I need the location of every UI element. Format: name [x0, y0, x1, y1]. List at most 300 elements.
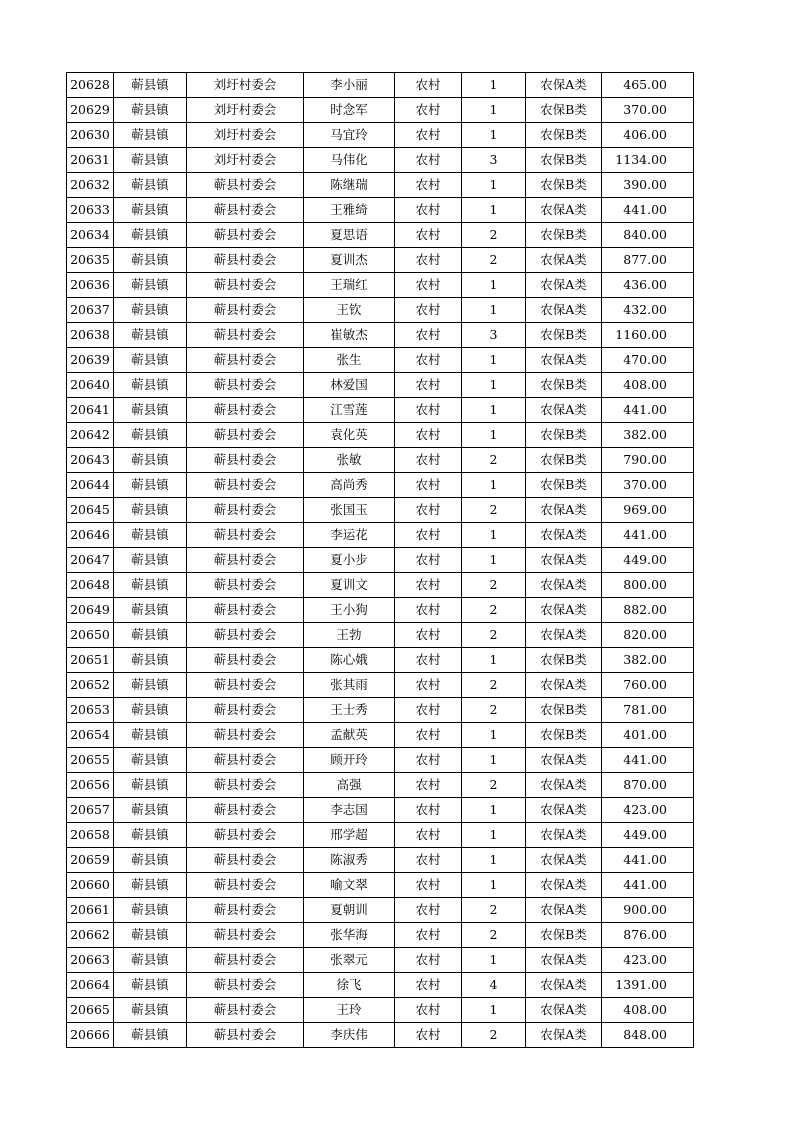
- member-count-cell: 1: [462, 423, 526, 448]
- amount-cell: 423.00: [602, 798, 694, 823]
- town-cell: 蕲县镇: [114, 148, 187, 173]
- insurance-category-cell: 农保A类: [526, 1023, 602, 1048]
- table-row: [67, 798, 694, 823]
- village-committee-cell: 蕲县村委会: [187, 998, 304, 1023]
- town-cell: 蕲县镇: [114, 923, 187, 948]
- table-row: [67, 548, 694, 573]
- town-cell: 蕲县镇: [114, 648, 187, 673]
- amount-cell: 760.00: [602, 673, 694, 698]
- person-name-cell: 崔敏杰: [304, 323, 395, 348]
- amount-cell: 382.00: [602, 423, 694, 448]
- table-row: [67, 323, 694, 348]
- insurance-category-cell: 农保B类: [526, 223, 602, 248]
- town-cell: 蕲县镇: [114, 398, 187, 423]
- insurance-category-cell: 农保B类: [526, 923, 602, 948]
- amount-cell: 408.00: [602, 373, 694, 398]
- village-committee-cell: 蕲县村委会: [187, 823, 304, 848]
- record-id-cell: 20641: [67, 398, 114, 423]
- table-row: [67, 448, 694, 473]
- town-cell: 蕲县镇: [114, 873, 187, 898]
- member-count-cell: 1: [462, 823, 526, 848]
- record-id-cell: 20629: [67, 98, 114, 123]
- household-type-cell: 农村: [395, 748, 462, 773]
- amount-cell: 423.00: [602, 948, 694, 973]
- person-name-cell: 李小丽: [304, 73, 395, 98]
- person-name-cell: 李运花: [304, 523, 395, 548]
- person-name-cell: 夏训文: [304, 573, 395, 598]
- insurance-category-cell: 农保A类: [526, 948, 602, 973]
- member-count-cell: 1: [462, 848, 526, 873]
- person-name-cell: 喻文翠: [304, 873, 395, 898]
- insurance-category-cell: 农保B类: [526, 698, 602, 723]
- insurance-category-cell: 农保B类: [526, 173, 602, 198]
- amount-cell: 781.00: [602, 698, 694, 723]
- insurance-category-cell: 农保B类: [526, 373, 602, 398]
- insurance-category-cell: 农保A类: [526, 773, 602, 798]
- table-row: [67, 198, 694, 223]
- village-committee-cell: 蕲县村委会: [187, 523, 304, 548]
- insurance-category-cell: 农保A类: [526, 823, 602, 848]
- town-cell: 蕲县镇: [114, 623, 187, 648]
- table-row: [67, 748, 694, 773]
- person-name-cell: 陈淑秀: [304, 848, 395, 873]
- town-cell: 蕲县镇: [114, 198, 187, 223]
- amount-cell: 449.00: [602, 548, 694, 573]
- record-id-cell: 20628: [67, 73, 114, 98]
- member-count-cell: 2: [462, 223, 526, 248]
- amount-cell: 840.00: [602, 223, 694, 248]
- insurance-category-cell: 农保B类: [526, 123, 602, 148]
- person-name-cell: 高尚秀: [304, 473, 395, 498]
- household-type-cell: 农村: [395, 273, 462, 298]
- person-name-cell: 陈心娥: [304, 648, 395, 673]
- household-type-cell: 农村: [395, 548, 462, 573]
- household-type-cell: 农村: [395, 498, 462, 523]
- town-cell: 蕲县镇: [114, 498, 187, 523]
- household-type-cell: 农村: [395, 223, 462, 248]
- household-type-cell: 农村: [395, 1023, 462, 1048]
- record-id-cell: 20659: [67, 848, 114, 873]
- amount-cell: 876.00: [602, 923, 694, 948]
- person-name-cell: 马宜玲: [304, 123, 395, 148]
- insurance-category-cell: 农保A类: [526, 248, 602, 273]
- person-name-cell: 王瑞红: [304, 273, 395, 298]
- village-committee-cell: 蕲县村委会: [187, 623, 304, 648]
- record-id-cell: 20664: [67, 973, 114, 998]
- record-id-cell: 20655: [67, 748, 114, 773]
- table-row: [67, 1023, 694, 1048]
- amount-cell: 1134.00: [602, 148, 694, 173]
- person-name-cell: 王小狗: [304, 598, 395, 623]
- member-count-cell: 2: [462, 573, 526, 598]
- village-committee-cell: 刘圩村委会: [187, 148, 304, 173]
- village-committee-cell: 刘圩村委会: [187, 73, 304, 98]
- insurance-category-cell: 农保B类: [526, 423, 602, 448]
- household-type-cell: 农村: [395, 973, 462, 998]
- member-count-cell: 1: [462, 98, 526, 123]
- insurance-category-cell: 农保A类: [526, 748, 602, 773]
- insurance-category-cell: 农保A类: [526, 573, 602, 598]
- record-id-cell: 20639: [67, 348, 114, 373]
- person-name-cell: 王勃: [304, 623, 395, 648]
- table-row: [67, 73, 694, 98]
- village-committee-cell: 蕲县村委会: [187, 573, 304, 598]
- town-cell: 蕲县镇: [114, 448, 187, 473]
- person-name-cell: 王钦: [304, 298, 395, 323]
- table-row: [67, 648, 694, 673]
- table-row: [67, 998, 694, 1023]
- village-committee-cell: 蕲县村委会: [187, 973, 304, 998]
- insurance-category-cell: 农保B类: [526, 448, 602, 473]
- town-cell: 蕲县镇: [114, 948, 187, 973]
- table-row: [67, 873, 694, 898]
- insurance-category-cell: 农保A类: [526, 873, 602, 898]
- village-committee-cell: 蕲县村委会: [187, 748, 304, 773]
- member-count-cell: 3: [462, 148, 526, 173]
- member-count-cell: 2: [462, 773, 526, 798]
- record-id-cell: 20633: [67, 198, 114, 223]
- town-cell: 蕲县镇: [114, 73, 187, 98]
- amount-cell: 408.00: [602, 998, 694, 1023]
- town-cell: 蕲县镇: [114, 773, 187, 798]
- town-cell: 蕲县镇: [114, 548, 187, 573]
- record-id-cell: 20658: [67, 823, 114, 848]
- member-count-cell: 1: [462, 948, 526, 973]
- household-type-cell: 农村: [395, 148, 462, 173]
- town-cell: 蕲县镇: [114, 598, 187, 623]
- record-id-cell: 20630: [67, 123, 114, 148]
- town-cell: 蕲县镇: [114, 473, 187, 498]
- amount-cell: 432.00: [602, 298, 694, 323]
- town-cell: 蕲县镇: [114, 848, 187, 873]
- record-id-cell: 20651: [67, 648, 114, 673]
- record-id-cell: 20644: [67, 473, 114, 498]
- person-name-cell: 孟献英: [304, 723, 395, 748]
- record-id-cell: 20660: [67, 873, 114, 898]
- person-name-cell: 张翠元: [304, 948, 395, 973]
- member-count-cell: 2: [462, 1023, 526, 1048]
- village-committee-cell: 蕲县村委会: [187, 648, 304, 673]
- person-name-cell: 李庆伟: [304, 1023, 395, 1048]
- village-committee-cell: 蕲县村委会: [187, 473, 304, 498]
- insurance-category-cell: 农保A类: [526, 498, 602, 523]
- record-table-body: [67, 73, 694, 1048]
- insurance-category-cell: 农保A类: [526, 348, 602, 373]
- village-committee-cell: 蕲县村委会: [187, 923, 304, 948]
- amount-cell: 790.00: [602, 448, 694, 473]
- table-row: [67, 673, 694, 698]
- record-id-cell: 20657: [67, 798, 114, 823]
- amount-cell: 1160.00: [602, 323, 694, 348]
- table-row: [67, 723, 694, 748]
- village-committee-cell: 蕲县村委会: [187, 898, 304, 923]
- village-committee-cell: 蕲县村委会: [187, 198, 304, 223]
- amount-cell: 382.00: [602, 648, 694, 673]
- table-row: [67, 173, 694, 198]
- record-id-cell: 20631: [67, 148, 114, 173]
- member-count-cell: 1: [462, 473, 526, 498]
- person-name-cell: 张其雨: [304, 673, 395, 698]
- insurance-category-cell: 农保A类: [526, 298, 602, 323]
- insurance-category-cell: 农保A类: [526, 598, 602, 623]
- household-type-cell: 农村: [395, 898, 462, 923]
- village-committee-cell: 刘圩村委会: [187, 98, 304, 123]
- insurance-category-cell: 农保B类: [526, 648, 602, 673]
- member-count-cell: 1: [462, 73, 526, 98]
- town-cell: 蕲县镇: [114, 523, 187, 548]
- village-committee-cell: 蕲县村委会: [187, 298, 304, 323]
- village-committee-cell: 蕲县村委会: [187, 273, 304, 298]
- amount-cell: 441.00: [602, 398, 694, 423]
- person-name-cell: 王士秀: [304, 698, 395, 723]
- record-table: [66, 72, 694, 1048]
- household-type-cell: 农村: [395, 823, 462, 848]
- table-row: [67, 348, 694, 373]
- record-id-cell: 20647: [67, 548, 114, 573]
- insurance-category-cell: 农保A类: [526, 73, 602, 98]
- member-count-cell: 4: [462, 973, 526, 998]
- table-row: [67, 423, 694, 448]
- member-count-cell: 1: [462, 548, 526, 573]
- household-type-cell: 农村: [395, 648, 462, 673]
- town-cell: 蕲县镇: [114, 348, 187, 373]
- record-id-cell: 20653: [67, 698, 114, 723]
- person-name-cell: 袁化英: [304, 423, 395, 448]
- town-cell: 蕲县镇: [114, 323, 187, 348]
- household-type-cell: 农村: [395, 98, 462, 123]
- amount-cell: 800.00: [602, 573, 694, 598]
- person-name-cell: 王雅绮: [304, 198, 395, 223]
- record-id-cell: 20637: [67, 298, 114, 323]
- village-committee-cell: 蕲县村委会: [187, 548, 304, 573]
- town-cell: 蕲县镇: [114, 123, 187, 148]
- table-row: [67, 123, 694, 148]
- amount-cell: 390.00: [602, 173, 694, 198]
- household-type-cell: 农村: [395, 123, 462, 148]
- village-committee-cell: 蕲县村委会: [187, 723, 304, 748]
- insurance-category-cell: 农保A类: [526, 198, 602, 223]
- table-row: [67, 923, 694, 948]
- amount-cell: 370.00: [602, 473, 694, 498]
- amount-cell: 441.00: [602, 873, 694, 898]
- town-cell: 蕲县镇: [114, 573, 187, 598]
- table-row: [67, 248, 694, 273]
- household-type-cell: 农村: [395, 923, 462, 948]
- table-row: [67, 948, 694, 973]
- household-type-cell: 农村: [395, 773, 462, 798]
- village-committee-cell: 蕲县村委会: [187, 848, 304, 873]
- record-id-cell: 20634: [67, 223, 114, 248]
- member-count-cell: 1: [462, 723, 526, 748]
- person-name-cell: 陈继瑞: [304, 173, 395, 198]
- member-count-cell: 2: [462, 248, 526, 273]
- record-id-cell: 20638: [67, 323, 114, 348]
- record-id-cell: 20632: [67, 173, 114, 198]
- household-type-cell: 农村: [395, 348, 462, 373]
- record-id-cell: 20642: [67, 423, 114, 448]
- village-committee-cell: 蕲县村委会: [187, 1023, 304, 1048]
- table-row: [67, 598, 694, 623]
- member-count-cell: 2: [462, 598, 526, 623]
- household-type-cell: 农村: [395, 848, 462, 873]
- town-cell: 蕲县镇: [114, 1023, 187, 1048]
- person-name-cell: 夏小步: [304, 548, 395, 573]
- member-count-cell: 3: [462, 323, 526, 348]
- amount-cell: 441.00: [602, 198, 694, 223]
- amount-cell: 441.00: [602, 748, 694, 773]
- table-row: [67, 773, 694, 798]
- person-name-cell: 马伟化: [304, 148, 395, 173]
- member-count-cell: 1: [462, 273, 526, 298]
- town-cell: 蕲县镇: [114, 273, 187, 298]
- town-cell: 蕲县镇: [114, 798, 187, 823]
- amount-cell: 465.00: [602, 73, 694, 98]
- person-name-cell: 邢学超: [304, 823, 395, 848]
- member-count-cell: 2: [462, 498, 526, 523]
- table-row: [67, 473, 694, 498]
- household-type-cell: 农村: [395, 723, 462, 748]
- household-type-cell: 农村: [395, 698, 462, 723]
- member-count-cell: 2: [462, 923, 526, 948]
- village-committee-cell: 蕲县村委会: [187, 498, 304, 523]
- person-name-cell: 林爱国: [304, 373, 395, 398]
- household-type-cell: 农村: [395, 998, 462, 1023]
- record-id-cell: 20665: [67, 998, 114, 1023]
- town-cell: 蕲县镇: [114, 723, 187, 748]
- record-id-cell: 20649: [67, 598, 114, 623]
- person-name-cell: 夏朝训: [304, 898, 395, 923]
- amount-cell: 401.00: [602, 723, 694, 748]
- town-cell: 蕲县镇: [114, 698, 187, 723]
- table-row: [67, 523, 694, 548]
- record-id-cell: 20645: [67, 498, 114, 523]
- person-name-cell: 高强: [304, 773, 395, 798]
- village-committee-cell: 蕲县村委会: [187, 698, 304, 723]
- household-type-cell: 农村: [395, 523, 462, 548]
- household-type-cell: 农村: [395, 423, 462, 448]
- amount-cell: 882.00: [602, 598, 694, 623]
- table-row: [67, 623, 694, 648]
- person-name-cell: 夏思语: [304, 223, 395, 248]
- household-type-cell: 农村: [395, 798, 462, 823]
- household-type-cell: 农村: [395, 948, 462, 973]
- record-id-cell: 20646: [67, 523, 114, 548]
- record-id-cell: 20635: [67, 248, 114, 273]
- town-cell: 蕲县镇: [114, 748, 187, 773]
- person-name-cell: 时念军: [304, 98, 395, 123]
- member-count-cell: 1: [462, 748, 526, 773]
- member-count-cell: 1: [462, 298, 526, 323]
- insurance-category-cell: 农保A类: [526, 998, 602, 1023]
- village-committee-cell: 蕲县村委会: [187, 673, 304, 698]
- insurance-category-cell: 农保A类: [526, 273, 602, 298]
- household-type-cell: 农村: [395, 373, 462, 398]
- table-row: [67, 823, 694, 848]
- record-id-cell: 20666: [67, 1023, 114, 1048]
- village-committee-cell: 蕲县村委会: [187, 373, 304, 398]
- insurance-category-cell: 农保B类: [526, 98, 602, 123]
- table-row: [67, 148, 694, 173]
- village-committee-cell: 蕲县村委会: [187, 423, 304, 448]
- household-type-cell: 农村: [395, 298, 462, 323]
- town-cell: 蕲县镇: [114, 298, 187, 323]
- town-cell: 蕲县镇: [114, 823, 187, 848]
- household-type-cell: 农村: [395, 198, 462, 223]
- table-row: [67, 698, 694, 723]
- household-type-cell: 农村: [395, 323, 462, 348]
- village-committee-cell: 蕲县村委会: [187, 223, 304, 248]
- town-cell: 蕲县镇: [114, 423, 187, 448]
- insurance-category-cell: 农保B类: [526, 473, 602, 498]
- table-row: [67, 223, 694, 248]
- table-row: [67, 848, 694, 873]
- member-count-cell: 1: [462, 998, 526, 1023]
- household-type-cell: 农村: [395, 473, 462, 498]
- record-id-cell: 20662: [67, 923, 114, 948]
- record-id-cell: 20643: [67, 448, 114, 473]
- member-count-cell: 1: [462, 648, 526, 673]
- town-cell: 蕲县镇: [114, 98, 187, 123]
- town-cell: 蕲县镇: [114, 373, 187, 398]
- village-committee-cell: 蕲县村委会: [187, 448, 304, 473]
- amount-cell: 848.00: [602, 1023, 694, 1048]
- record-id-cell: 20636: [67, 273, 114, 298]
- amount-cell: 877.00: [602, 248, 694, 273]
- amount-cell: 820.00: [602, 623, 694, 648]
- household-type-cell: 农村: [395, 248, 462, 273]
- table-row: [67, 398, 694, 423]
- town-cell: 蕲县镇: [114, 973, 187, 998]
- person-name-cell: 江雪莲: [304, 398, 395, 423]
- household-type-cell: 农村: [395, 173, 462, 198]
- table-row: [67, 373, 694, 398]
- village-committee-cell: 蕲县村委会: [187, 173, 304, 198]
- household-type-cell: 农村: [395, 673, 462, 698]
- record-id-cell: 20652: [67, 673, 114, 698]
- member-count-cell: 1: [462, 398, 526, 423]
- village-committee-cell: 刘圩村委会: [187, 123, 304, 148]
- member-count-cell: 1: [462, 198, 526, 223]
- person-name-cell: 王玲: [304, 998, 395, 1023]
- insurance-category-cell: 农保B类: [526, 723, 602, 748]
- member-count-cell: 1: [462, 373, 526, 398]
- member-count-cell: 1: [462, 798, 526, 823]
- table-row: [67, 298, 694, 323]
- member-count-cell: 2: [462, 898, 526, 923]
- insurance-category-cell: 农保A类: [526, 673, 602, 698]
- insurance-category-cell: 农保B类: [526, 148, 602, 173]
- person-name-cell: 徐飞: [304, 973, 395, 998]
- town-cell: 蕲县镇: [114, 223, 187, 248]
- town-cell: 蕲县镇: [114, 248, 187, 273]
- person-name-cell: 李志国: [304, 798, 395, 823]
- member-count-cell: 1: [462, 523, 526, 548]
- table-row: [67, 898, 694, 923]
- table-row: [67, 573, 694, 598]
- household-type-cell: 农村: [395, 573, 462, 598]
- household-type-cell: 农村: [395, 623, 462, 648]
- table-row: [67, 273, 694, 298]
- person-name-cell: 张华海: [304, 923, 395, 948]
- person-name-cell: 张敏: [304, 448, 395, 473]
- amount-cell: 900.00: [602, 898, 694, 923]
- village-committee-cell: 蕲县村委会: [187, 323, 304, 348]
- member-count-cell: 1: [462, 173, 526, 198]
- village-committee-cell: 蕲县村委会: [187, 348, 304, 373]
- amount-cell: 441.00: [602, 523, 694, 548]
- village-committee-cell: 蕲县村委会: [187, 948, 304, 973]
- record-id-cell: 20656: [67, 773, 114, 798]
